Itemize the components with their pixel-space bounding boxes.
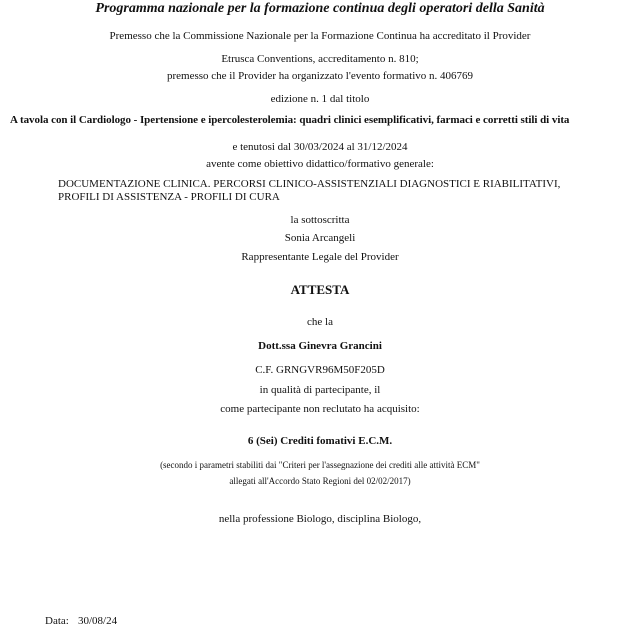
criteria-line-1: (secondo i parametri stabiliti dai "Criteri per l'assegnazione dei crediti alle attività ECM" (160, 460, 480, 470)
event-title: A tavola con il Cardiologo - Ipertensione e ipercolesterolemia: quadri clinici esemplificativi, farmaci e corretti stili di vita (10, 114, 570, 126)
participant-role-line: in qualità di partecipante, il (259, 384, 381, 396)
criteria-line-2: allegati all'Accordo Stato Regioni del 02/02/2017) (229, 476, 411, 486)
participant-name: Dott.ssa Ginevra Grancini (258, 340, 382, 352)
premise-event-line: premesso che il Provider ha organizzato l'evento formativo n. 406769 (166, 70, 474, 82)
event-dates-line: e tenutosi dal 30/03/2024 al 31/12/2024 (232, 141, 408, 153)
edition-line: edizione n. 1 dal titolo (270, 93, 370, 105)
tax-code: C.F. GRNGVR96M50F205D (255, 364, 385, 376)
acquired-line: come partecipante non reclutato ha acquisito: (220, 403, 420, 415)
credits-line: 6 (Sei) Crediti fomativi E.C.M. (247, 435, 393, 447)
profession-line: nella professione Biologo, disciplina Biologo, (218, 513, 422, 525)
attesta-heading: ATTESTA (290, 282, 350, 297)
program-heading: Programma nazionale per la formazione continua degli operatori della Sanità (95, 1, 545, 16)
undersigned-label: la sottoscritta (290, 214, 350, 226)
provider-accreditation-line: Etrusca Conventions, accreditamento n. 810; (221, 53, 419, 65)
premise-commission-line: Premesso che la Commissione Nazionale per la Formazione Continua ha accreditato il Provider (109, 30, 531, 42)
signer-role: Rappresentante Legale del Provider (241, 251, 399, 263)
date-value: 30/08/24 (78, 615, 118, 627)
che-la-line: che la (307, 316, 333, 328)
signer-name: Sonia Arcangeli (284, 232, 356, 244)
objective-text: DOCUMENTAZIONE CLINICA. PERCORSI CLINICO-ASSISTENZIALI DIAGNOSTICI E RIABILITATIVI, PROFILI DI ASSISTENZA - PROFILI DI CURA (58, 178, 561, 203)
date-label: Data: (45, 615, 69, 627)
objective-intro: avente come obiettivo didattico/formativo generale: (206, 158, 434, 170)
